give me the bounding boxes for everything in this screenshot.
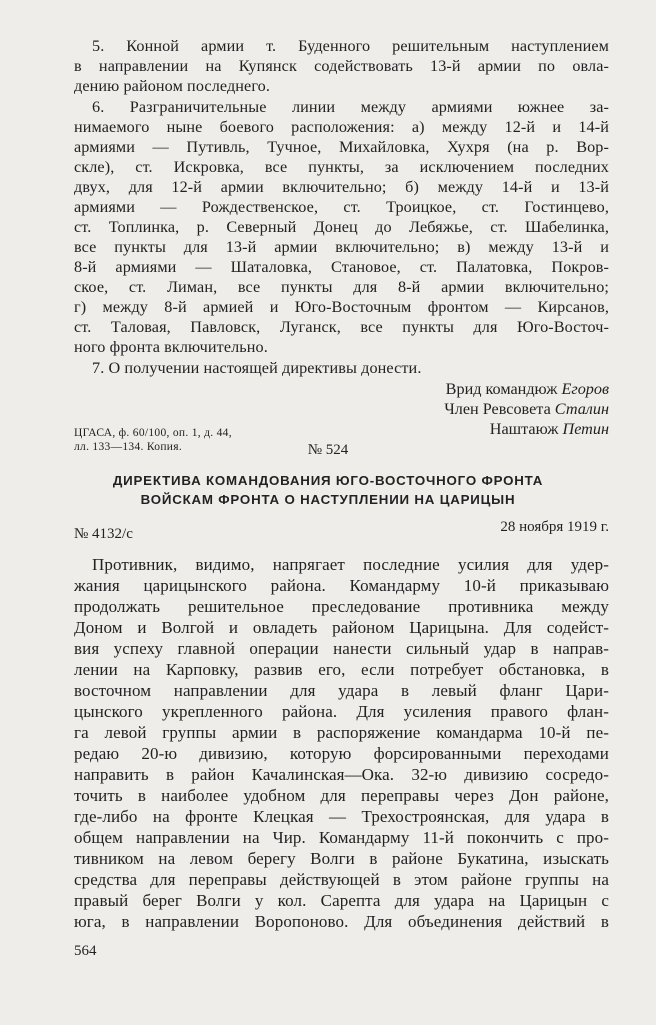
- body-line: га левой группы армии в распоряжение командарма 10-й пе-: [74, 723, 609, 742]
- body-line: вия успеху главной операции нанести сильный удар в направ-: [74, 639, 609, 658]
- item-6-line: армиями — Рождественское, ст. Троицкое, ст. Гостинцево,: [74, 198, 609, 216]
- item-6-line: ст. Топлинка, р. Северный Донец до Лебяжье, ст. Шабелинка,: [74, 218, 609, 236]
- item-6-line: ного фронта включительно.: [74, 338, 268, 356]
- document-title: ВОЙСКАМ ФРОНТА О НАСТУПЛЕНИИ НА ЦАРИЦЫН: [140, 492, 516, 507]
- item-6-line: скле), ст. Искровка, все пункты, за исключением последних: [74, 158, 609, 176]
- item-5-line: дению районом последнего.: [74, 77, 271, 95]
- body-line: цынского укрепленного района. Для усиления правого флан-: [74, 702, 609, 721]
- body-line: тивником на левом берегу Волги в районе Букатина, изыскать: [74, 849, 609, 868]
- document-title: ДИРЕКТИВА КОМАНДОВАНИЯ ЮГО-ВОСТОЧНОГО ФРОНТА: [112, 473, 544, 488]
- body-line: Противник, видимо, напрягает последние усилия для удер-: [92, 555, 609, 574]
- directive-number: № 4132/с: [74, 526, 133, 542]
- body-line: точить в наиболее удобном для переправы через Дон районе,: [74, 786, 609, 805]
- item-5-line: 5. Конной армии т. Буденного решительным наступлением: [92, 37, 609, 55]
- directive-date: 28 ноября 1919 г.: [500, 519, 609, 535]
- item-5-line: в направлении на Купянск содействовать 13-й армии по овла-: [74, 57, 609, 75]
- body-line: средства для переправы действующей в этом районе группы на: [74, 870, 609, 889]
- document-number: № 524: [307, 442, 349, 458]
- signature-line: [446, 379, 609, 399]
- body-line: Доном и Волгой и овладеть районом Царицына. Для содейст-: [74, 618, 609, 637]
- body-line: жания царицынского района. Командарму 10-й приказываю: [74, 576, 609, 595]
- signature-name: Егоров: [561, 380, 609, 398]
- signature-name: Петин: [562, 420, 609, 438]
- signature-role: Член Ревсовета: [444, 400, 551, 418]
- item-6-line: армиями — Путивль, Тучное, Михайловка, Хухря (на р. Вор-: [74, 138, 609, 156]
- signature-line: [490, 419, 609, 439]
- item-6-line: 8-й армиями — Шаталовка, Становое, ст. Палатовка, Покров-: [74, 258, 609, 276]
- body-line: юга, в направлении Воропоново. Для объединения действий в: [74, 912, 609, 931]
- item-6-line: ст. Таловая, Павловск, Луганск, все пункты для Юго-Восточ-: [74, 318, 609, 336]
- item-6-line: все пункты для 13-й армии включительно; в) между 13-й и: [74, 238, 609, 256]
- item-6-line: нимаемого ныне боевого расположения: а) между 12-й и 14-й: [74, 118, 609, 136]
- page-number: 564: [74, 943, 97, 959]
- item-7-line: 7. О получении настоящей директивы донести.: [92, 359, 422, 377]
- body-line: редаю 20-ю дивизию, которую форсированными переходами: [74, 744, 609, 763]
- archive-reference: ЦГАСА, ф. 60/100, оп. 1, д. 44,: [74, 427, 232, 439]
- body-line: где-либо на фронте Клецкая — Трехостроянская, для удара в: [74, 807, 609, 826]
- signature-line: [444, 399, 609, 419]
- item-6-line: 6. Разграничительные линии между армиями южнее за-: [92, 98, 609, 116]
- body-line: лении на Карповку, развив его, если потребует обстановка, в: [74, 660, 609, 679]
- item-6-line: г) между 8-й армией и Юго-Восточным фронтом — Кирсанов,: [74, 298, 609, 316]
- item-6-line: двух, для 12-й армии включительно; б) между 14-й и 13-й: [74, 178, 609, 196]
- body-line: правый берег Волги у кол. Сарепта для удара на Царицын с: [74, 891, 609, 910]
- body-line: продолжать решительное преследование противника между: [74, 597, 609, 616]
- signature-role: Врид командюж: [445, 380, 558, 398]
- body-line: общем направлении на Чир. Командарму 11-й покончить с про-: [74, 828, 609, 847]
- body-line: направить в район Качалинская—Ока. 32-ю дивизию сосредо-: [74, 765, 609, 784]
- signature-role: Наштаюж: [489, 420, 559, 438]
- body-line: восточном направлении для удара в левый фланг Цари-: [74, 681, 609, 700]
- archive-reference: лл. 133—134. Копия.: [74, 441, 182, 453]
- signature-name: Сталин: [554, 400, 609, 418]
- item-6-line: ское, ст. Лиман, все пункты для 8-й армии включительно;: [74, 278, 609, 296]
